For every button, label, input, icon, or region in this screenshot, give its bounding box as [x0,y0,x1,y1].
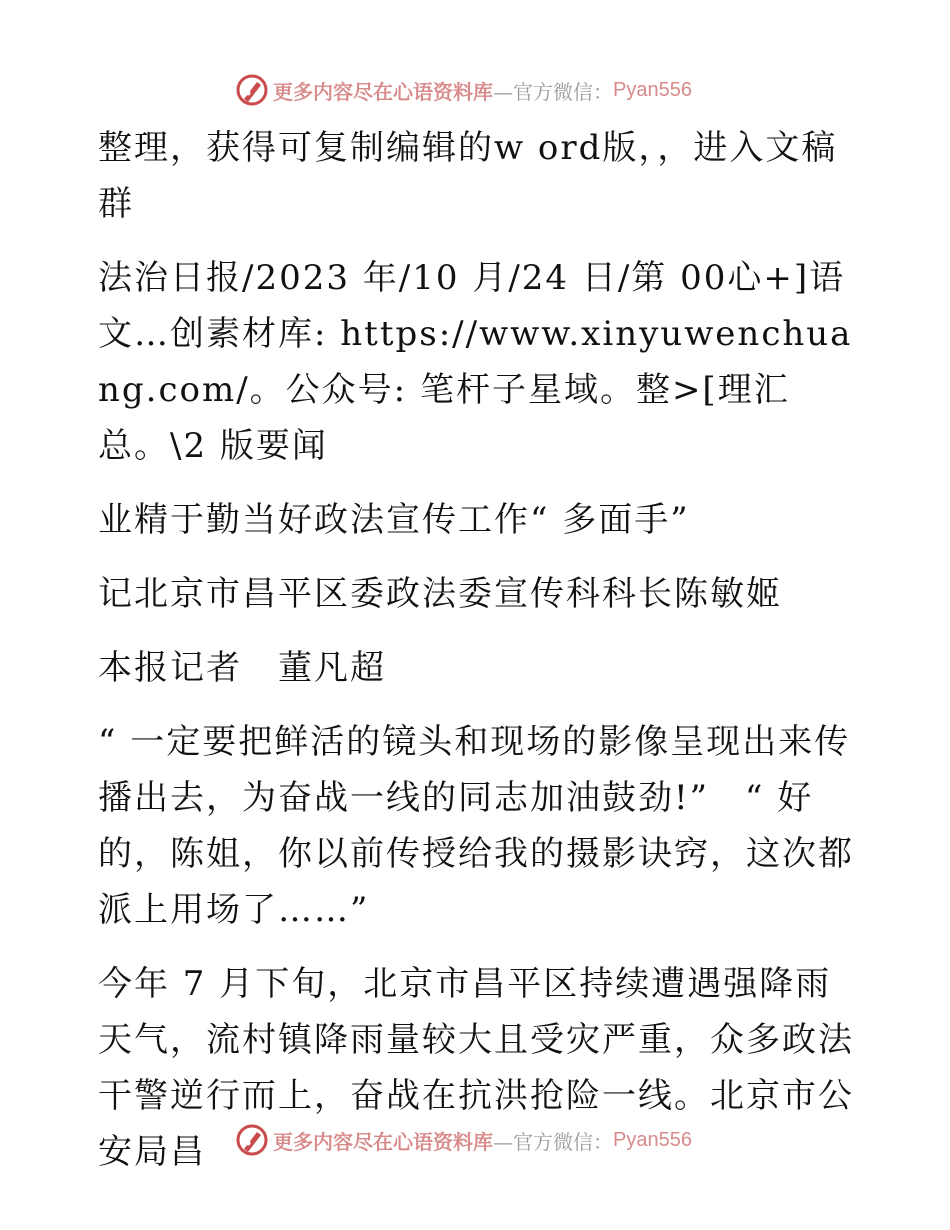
header-watermark [235,70,692,110]
paragraph: 整理，获得可复制编辑的w ord版，，进入文稿群 [98,128,838,224]
pen-circle-logo-icon [235,73,269,107]
article-title: 业精于勤当好政法宣传工作“ 多面手” [98,500,690,540]
article-subtitle: 记北京市昌平区委政法委宣传科科长陈敏姬 [98,574,782,614]
paragraph: 今年 7 月下旬，北京市昌平区持续遭遇强降雨天气，流村镇降雨量较大且受灾严重，众多政法干警逆行而上，奋战在抗洪抢险一线。北京市公安局昌 [98,964,854,1172]
article-byline: 本报记者 董凡超 [98,648,386,688]
paragraph: 法治日报/2023 年/10 月/24 日/第 00心+]语文…创素材库: https://www.xinyuwenchuang.com/。公众号: 笔杆子星域。整>[理汇总。\2 版要闻 [98,258,853,466]
paragraph: “ 一定要把鲜活的镜头和现场的影像呈现出来传播出去，为奋战一线的同志加油鼓劲!” “ 好的，陈姐，你以前传授给我的摄影诀窍，这次都派上用场了……” [98,722,854,930]
watermark-wechat-id: Pyan556 [613,1128,692,1151]
watermark-wechat-id: Pyan556 [613,78,692,101]
watermark-brand: 更多内容尽在心语资料库 [273,79,493,104]
watermark-separator: —官方微信： [493,79,613,104]
watermark-separator: —官方微信： [493,1129,613,1154]
document-body [98,120,858,1198]
watermark-brand: 更多内容尽在心语资料库 [273,1129,493,1154]
footer-watermark [235,1120,692,1160]
pen-circle-logo-icon [235,1123,269,1157]
